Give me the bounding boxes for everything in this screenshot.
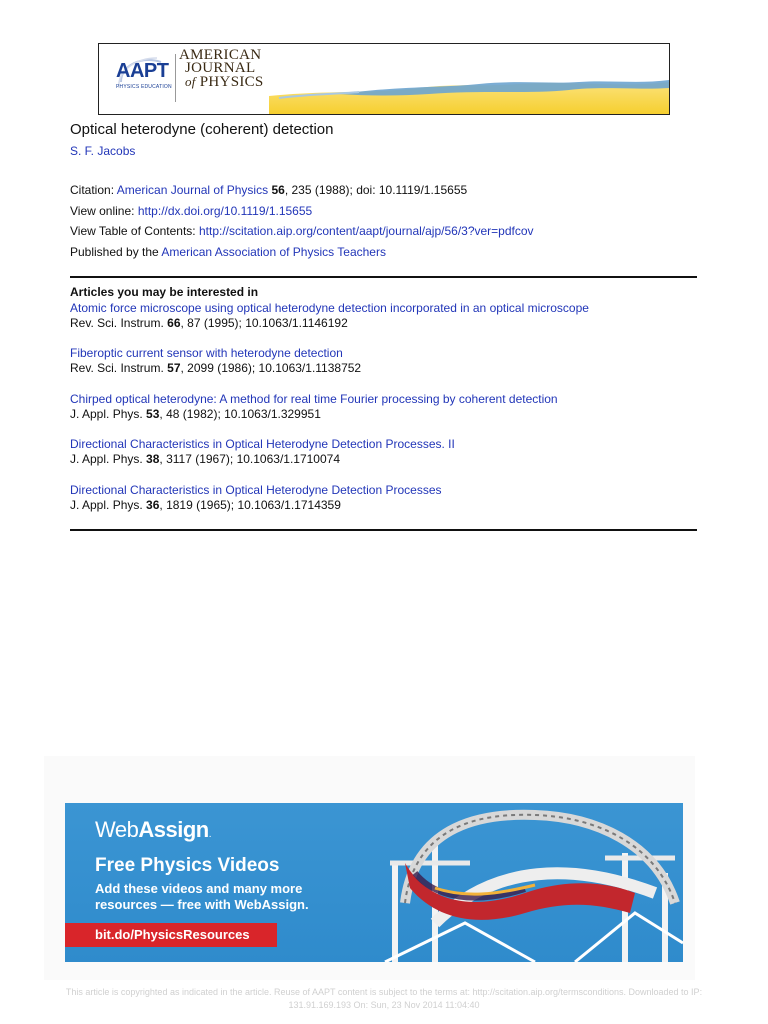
- related-article-link[interactable]: Directional Characteristics in Optical Heterodyne Detection Processes: [70, 483, 442, 497]
- citation-rest: , 235 (1988); doi: 10.1119/1.15655: [284, 183, 468, 197]
- top-divider: [70, 276, 697, 278]
- related-article-ref: J. Appl. Phys. 38, 3117 (1967); 10.1063/1.1710074: [70, 452, 341, 466]
- ad-copy: Add these videos and many more resources — free with WebAssign.: [95, 881, 309, 912]
- related-article-ref: Rev. Sci. Instrum. 66, 87 (1995); 10.1063/1.1146192: [70, 316, 348, 330]
- journal-name: [179, 49, 264, 89]
- publisher-link[interactable]: American Association of Physics Teachers: [161, 245, 386, 259]
- webassign-logo: WebAssign.: [95, 817, 211, 842]
- citation-volume: 56: [271, 183, 285, 197]
- ad-cta-link[interactable]: bit.do/PhysicsResources: [65, 923, 277, 947]
- aapt-logo-text: AAPT: [116, 60, 169, 82]
- footer-line1: This article is copyrighted as indicated in the article. Reuse of AAPT content is subject to the terms at: http://scitation.aip.org/termsconditions. Downloaded to IP:: [65, 987, 703, 997]
- toc-link[interactable]: http://scitation.aip.org/content/aapt/journal/ajp/56/3?ver=pdfcov: [198, 224, 534, 238]
- banner-divider: [175, 54, 176, 102]
- journal-name-line3: [179, 75, 264, 89]
- view-online-link[interactable]: http://dx.doi.org/10.1119/1.15655: [137, 204, 313, 218]
- related-article-link[interactable]: Atomic force microscope using optical heterodyne detection incorporated in an optical microscope: [70, 301, 589, 315]
- related-article-ref: J. Appl. Phys. 36, 1819 (1965); 10.1063/1.1714359: [70, 498, 341, 512]
- toc-label: View Table of Contents:: [70, 224, 196, 238]
- journal-name-of: of: [185, 74, 196, 89]
- citation-line: [70, 183, 467, 197]
- citation-journal-link[interactable]: American Journal of Physics: [116, 183, 269, 197]
- related-articles-heading: Articles you may be interested in: [70, 285, 259, 299]
- related-article-ref: J. Appl. Phys. 53, 48 (1982); 10.1063/1.329951: [70, 407, 321, 421]
- related-article-ref: Rev. Sci. Instrum. 57, 2099 (1986); 10.1063/1.1138752: [70, 361, 362, 375]
- citation-label: Citation:: [70, 183, 115, 197]
- footer-line2: 131.91.169.193 On: Sun, 23 Nov 2014 11:04:40: [288, 1000, 480, 1010]
- related-article-link[interactable]: Directional Characteristics in Optical Heterodyne Detection Processes. II: [70, 437, 455, 451]
- journal-name-physics: PHYSICS: [199, 74, 264, 90]
- publisher-line: [70, 245, 386, 259]
- journal-banner: [98, 43, 670, 115]
- view-online-label: View online:: [70, 204, 135, 218]
- related-article-link[interactable]: Chirped optical heterodyne: A method for real time Fourier processing by coherent detection: [70, 392, 558, 406]
- related-article-link[interactable]: Fiberoptic current sensor with heterodyne detection: [70, 346, 343, 360]
- bottom-divider: [70, 529, 697, 531]
- journal-name-line2: JOURNAL: [185, 60, 256, 76]
- rollercoaster-image: [375, 803, 683, 962]
- publisher-label: Published by the: [70, 245, 159, 259]
- copyright-footer: [0, 986, 768, 1012]
- list-item: [70, 301, 589, 331]
- toc-line: [70, 224, 534, 238]
- webassign-ad[interactable]: [65, 803, 683, 962]
- aapt-logo-subtext: PHYSICS EDUCATION: [116, 84, 172, 90]
- list-item: [70, 483, 442, 513]
- journal-name-line1: AMERICAN: [179, 47, 262, 63]
- list-item: [70, 346, 361, 376]
- ad-headline: Free Physics Videos: [95, 855, 280, 876]
- author-link[interactable]: S. F. Jacobs: [70, 144, 136, 158]
- article-title: Optical heterodyne (coherent) detection: [70, 121, 334, 138]
- list-item: [70, 392, 558, 422]
- view-online-line: [70, 204, 312, 218]
- list-item: [70, 437, 455, 467]
